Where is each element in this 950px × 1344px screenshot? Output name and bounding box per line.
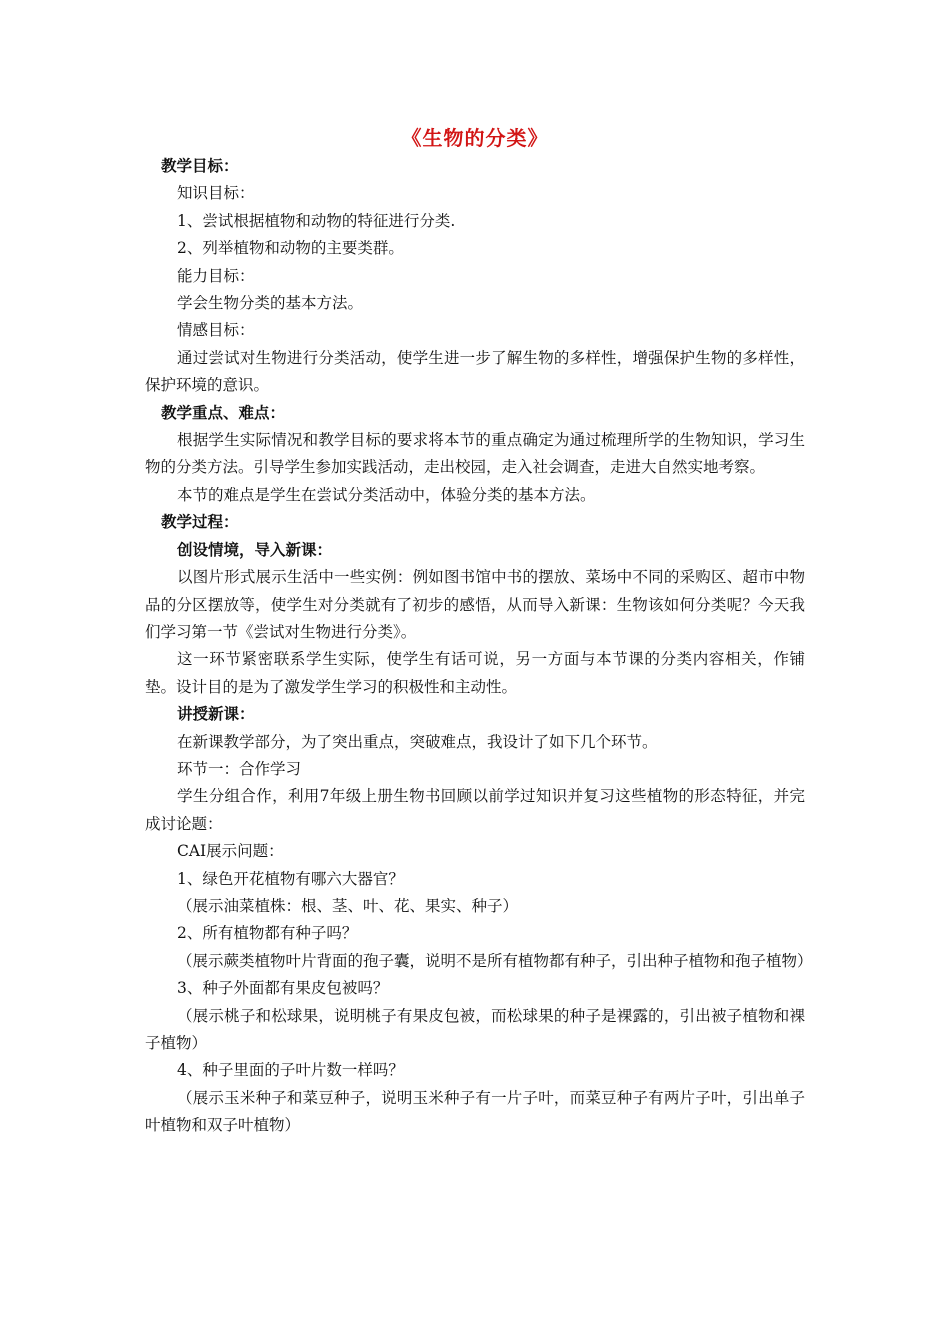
section-heading: 教学重点、难点：: [161, 403, 286, 422]
document-title: 《生物的分类》: [401, 126, 549, 150]
paragraph: 1、绿色开花植物有哪六大器官？: [177, 869, 404, 888]
paragraph: 这一环节紧密联系学生实际，使学生有话可说，另一方面与本节课的分类内容相关，作铺垫。设计目的是为了激发学生学习的积极性和主动性。: [145, 650, 805, 696]
section-heading: 创设情境，导入新课：: [177, 540, 333, 559]
paragraph: （展示桃子和松球果，说明桃子有果皮包被，而松球果的种子是裸露的，引出被子植物和裸子植物）: [145, 1006, 805, 1052]
paragraph: 知识目标：: [177, 184, 255, 203]
paragraph: 学会生物分类的基本方法。: [177, 294, 364, 313]
paragraph: 根据学生实际情况和教学目标的要求将本节的重点确定为通过梳理所学的生物知识，学习生物的分类方法。引导学生参加实践活动，走出校园，走入社会调查，走进大自然实地考察。: [145, 431, 805, 477]
paragraph: 1、尝试根据植物和动物的特征进行分类.: [177, 211, 456, 230]
paragraph: 2、所有植物都有种子吗？: [177, 924, 358, 943]
paragraph: （展示油菜植株：根、茎、叶、花、果实、种子）: [177, 896, 519, 915]
paragraph: 3、种子外面都有果皮包被吗？: [177, 979, 389, 998]
paragraph: （展示蕨类植物叶片背面的孢子囊，说明不是所有植物都有种子，引出种子植物和孢子植物）: [177, 951, 813, 970]
paragraph: 2、列举植物和动物的主要类群。: [177, 239, 404, 258]
section-heading: 教学过程：: [161, 513, 239, 532]
section-heading: 讲授新课：: [177, 705, 255, 724]
paragraph: 以图片形式展示生活中一些实例：例如图书馆中书的摆放、菜场中不同的采购区、超市中物品的分区摆放等，使学生对分类就有了初步的感悟，从而导入新课：生物该如何分类呢？今天我们学习第一节《尝试对生物进行分类》。: [145, 568, 805, 641]
document-body: [145, 153, 813, 1140]
paragraph: 情感目标：: [177, 321, 255, 340]
paragraph: CAI展示问题：: [177, 842, 284, 861]
paragraph: 本节的难点是学生在尝试分类活动中，体验分类的基本方法。: [177, 485, 596, 504]
section-heading: 教学目标：: [161, 157, 239, 175]
paragraph: 能力目标：: [177, 266, 255, 285]
paragraph: 在新课教学部分，为了突出重点，突破难点，我设计了如下几个环节。: [177, 732, 658, 751]
paragraph: 4、种子里面的子叶片数一样吗？: [177, 1061, 404, 1080]
paragraph: 环节一：合作学习: [177, 759, 302, 778]
paragraph: （展示玉米种子和菜豆种子，说明玉米种子有一片子叶，而菜豆种子有两片子叶，引出单子叶植物和双子叶植物）: [145, 1088, 805, 1135]
paragraph: 通过尝试对生物进行分类活动，使学生进一步了解生物的多样性，增强保护生物的多样性，保护环境的意识。: [145, 348, 805, 395]
paragraph: 学生分组合作，利用7年级上册生物书回顾以前学过知识并复习这些植物的形态特征，并完成讨论题：: [145, 787, 805, 833]
